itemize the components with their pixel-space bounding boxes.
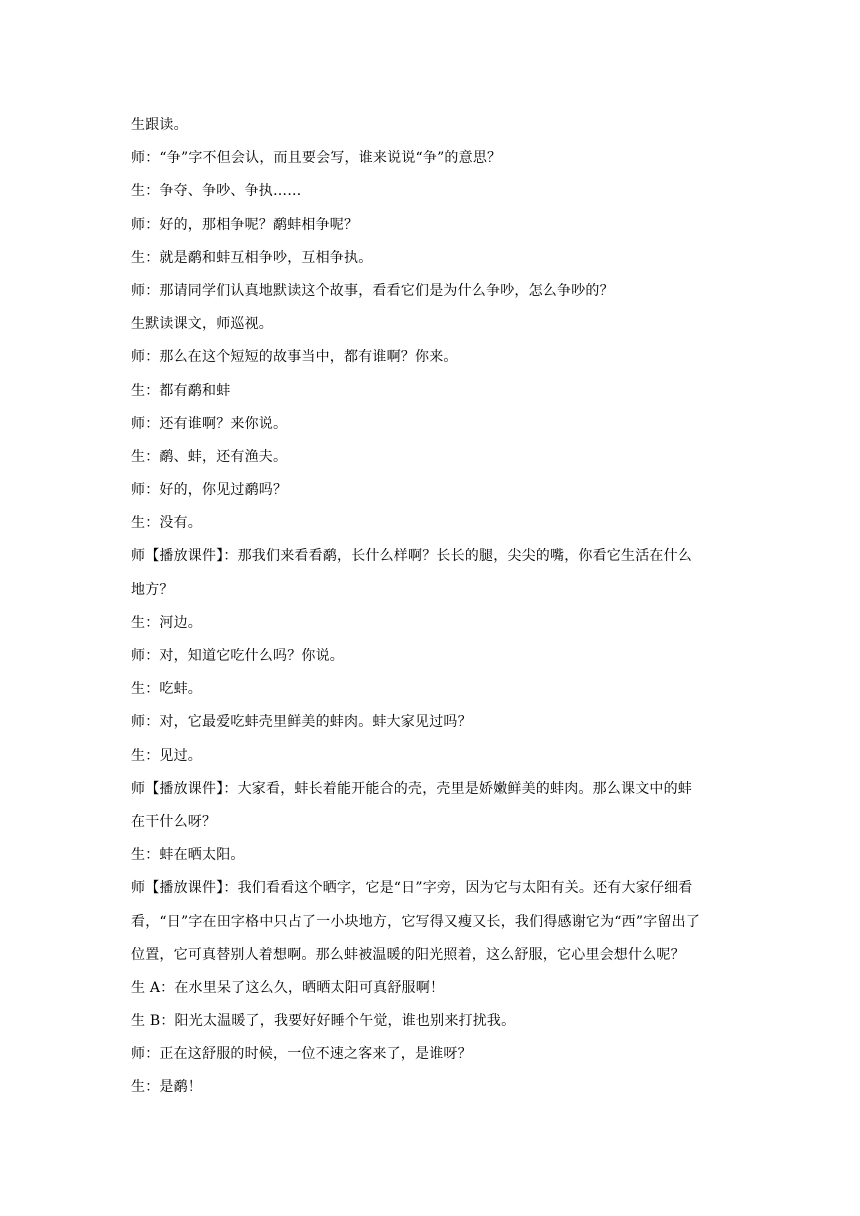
text-line: 在干什么呀？ (131, 813, 217, 830)
text-line: 生：争夺、争吵、争执…… (131, 183, 302, 200)
text-line: 师：对，知道它吃什么吗？你说。 (131, 648, 344, 664)
text-line: 生 A：在水里呆了这么久，晒晒太阳可真舒服啊！ (131, 979, 445, 996)
text-line: 位置，它可真替别人着想啊。那么蚌被温暖的阳光照着，这么舒服，它心里会想什么呢？ (131, 946, 685, 963)
text-line: 生默读课文，师巡视。 (131, 316, 273, 333)
text-line: 生 B：阳光太温暖了，我要好好睡个午觉，谁也别来打扰我。 (131, 1013, 516, 1030)
text-line: 生跟读。 (131, 117, 188, 133)
text-line: 师：还有谁啊？来你说。 (131, 415, 288, 432)
text-line: 师【播放课件】：大家看，蚌长着能开能合的壳，壳里是娇嫩鲜美的蚌肉。那么课文中的蚌 (131, 780, 692, 797)
text-line: 看，“日”字在田字格中只占了一小块地方，它写得又瘦又长，我们得感谢它为“西”字留出了 (131, 913, 701, 930)
text-line: 师：对，它最爱吃蚌壳里鲜美的蚌肉。蚌大家见过吗？ (131, 714, 472, 731)
text-line: 师：那请同学们认真地默读这个故事，看看它们是为什么争吵，怎么争吵的？ (131, 282, 614, 299)
text-line: 地方？ (131, 581, 174, 598)
text-line: 师：“争”字不但会认，而且要会写，谁来说说“争”的意思？ (131, 150, 502, 167)
text-line: 师【播放课件】：我们看看这个晒字，它是“日”字旁，因为它与太阳有关。还有大家仔细看 (131, 880, 693, 897)
text-line: 生：吃蚌。 (131, 681, 202, 698)
text-line: 师：正在这舒服的时候，一位不速之客来了，是谁呀？ (131, 1046, 472, 1063)
text-line: 师：那么在这个短短的故事当中，都有谁啊？你来。 (131, 349, 458, 366)
text-line: 师【播放课件】：那我们来看看鹬，长什么样啊？长长的腿，尖尖的嘴，你看它生活在什么 (131, 548, 692, 565)
text-line: 生：没有。 (131, 515, 202, 532)
text-line: 生：见过。 (131, 747, 202, 764)
text-line: 生：是鹬！ (131, 1079, 202, 1096)
text-line: 生：都有鹬和蚌 (131, 382, 231, 399)
dialogue-transcript (131, 109, 741, 1105)
text-line: 生：就是鹬和蚌互相争吵，互相争执。 (131, 249, 373, 266)
text-line: 师：好的，你见过鹬吗？ (131, 482, 288, 499)
text-line: 生：蚌在晒太阳。 (131, 847, 245, 864)
text-line: 生：鹬、蚌，还有渔夫。 (131, 448, 288, 465)
text-line: 生：河边。 (131, 614, 202, 631)
text-line: 师：好的，那相争呢？鹬蚌相争呢？ (131, 216, 359, 233)
